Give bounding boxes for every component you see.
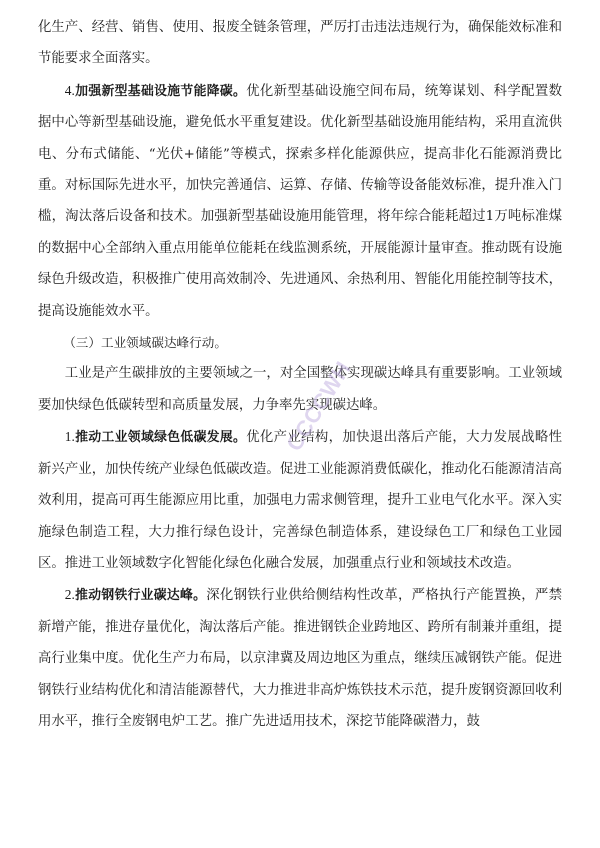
section-title: （三）工业领域碳达峰行动。 <box>63 335 227 351</box>
paragraph-number: 2. <box>64 587 75 603</box>
paragraph-number: 4. <box>64 82 75 98</box>
paragraph-body: 深化钢铁行业供给侧结构性改革，严格执行产能置换，严禁新增产能，推进存量优化，淘汰落后产能。推进钢铁企业跨地区、跨所有制兼并重组，提高行业集中度。优化生产力布局，以京津冀及周边地区为重点，继续压减钢铁产能。促进钢铁行业结构优化和清洁能源替代，大力推进非高炉炼铁技术示范，提升废钢资源回收利用水平，推行全废钢电炉工艺。推广先进适用技术，深挖节能降碳潜力，鼓 <box>38 588 563 729</box>
paragraph-continuation: 化生产、经营、销售、使用、报废全链条管理，严厉打击违法违规行为，确保能效标准和节能要求全面落实。 <box>38 20 562 67</box>
paragraph-new-infrastructure <box>38 75 562 327</box>
paragraph-heading: 推动钢铁行业碳达峰。 <box>74 588 207 604</box>
paragraph-number: 1. <box>64 429 75 445</box>
paragraph-industry-green <box>38 421 562 579</box>
paragraph-industry-intro: 工业是产生碳排放的主要领域之一，对全国整体实现碳达峰具有重要影响。工业领域要加快绿色低碳转型和高质量发展，力争率先实现碳达峰。 <box>38 366 562 413</box>
paragraph-body: 优化产业结构，加快退出落后产能，大力发展战略性新兴产业，加快传统产业绿色低碳改造。促进工业能源消费低碳化，推动化石能源清洁高效利用，提高可再生能源应用比重，加强电力需求侧管理，提升工业电气化水平。深入实施绿色制造工程，大力推行绿色设计，完善绿色制造体系，建设绿色工厂和绿色工业园区。推进工业领域数字化智能化绿色化融合发展，加强重点行业和领域技术改造。 <box>38 430 563 571</box>
watermark-text: CCCCWH <box>281 357 356 456</box>
paragraph-heading: 加强新型基础设施节能降碳。 <box>74 83 247 99</box>
paragraph-steel-industry <box>38 579 562 737</box>
paragraph-body: 优化新型基础设施空间布局，统筹谋划、科学配置数据中心等新型基础设施，避免低水平重复建设。优化新型基础设施用能结构，采用直流供电、分布式储能、“光伏+储能”等模式，探索多样化能源供应，提高非化石能源消费比重。对标国际先进水平，加快完善通信、运算、存储、传输等设备能效标准，提升准入门槛，淘汰落后设备和技术。加强新型基础设施用能管理，将年综合能耗超过1万吨标准煤的数据中心全部纳入重点用能单位能耗在线监测系统，开展能源计量审查。推动既有设施绿色升级改造，积极推广使用高效制冷、先进通风、余热利用、智能化用能控制等技术，提高设施能效水平。 <box>38 83 563 319</box>
paragraph-heading: 推动工业领域绿色低碳发展。 <box>74 430 247 446</box>
